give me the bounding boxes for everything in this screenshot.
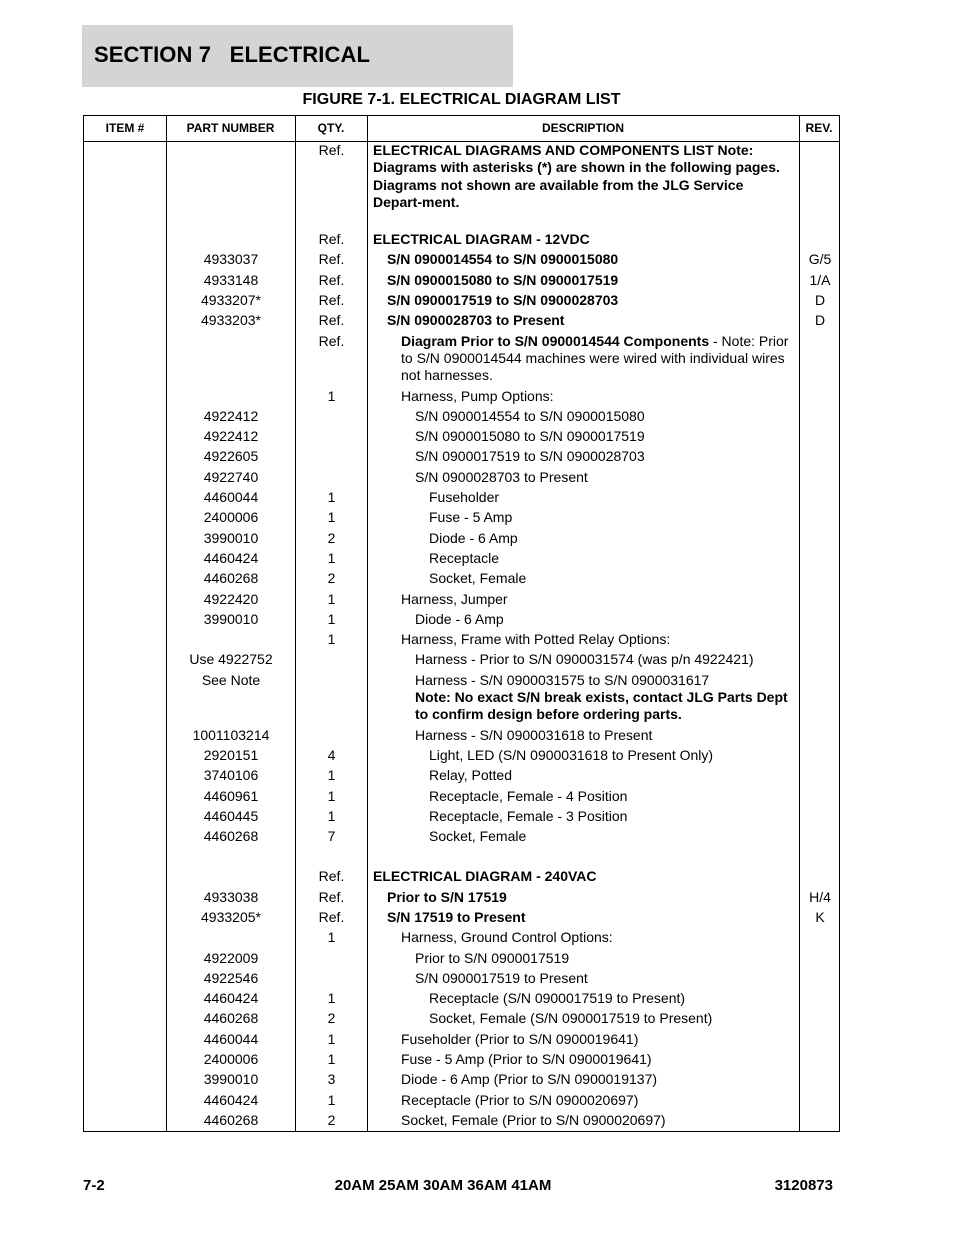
description-text: Harness - Prior to S/N 0900031574 (was p/n 4922421) (415, 651, 754, 668)
part-number-cell: 4460268 (203, 1111, 259, 1128)
description-text: Receptacle (429, 549, 500, 566)
part-number-cell: 2920151 (203, 746, 259, 763)
description-text: Fuse - 5 Amp (429, 509, 513, 526)
description-cell (401, 1092, 793, 1109)
qty-cell: 1 (327, 1030, 336, 1047)
model-list: 20AM 25AM 30AM 36AM 41AM (334, 1177, 552, 1194)
description-text: Harness, Jumper (401, 590, 508, 607)
part-number-cell: 4460268 (203, 1010, 259, 1027)
description-text: Fuseholder (Prior to S/N 0900019641) (401, 1030, 639, 1047)
table-row (84, 845, 839, 885)
table-row (84, 405, 839, 425)
table-row (84, 967, 839, 987)
description-cell (429, 828, 793, 845)
description-cell (387, 312, 793, 329)
qty-cell: 1 (327, 807, 336, 824)
table-row (84, 385, 839, 405)
header-qty: QTY. (317, 121, 345, 135)
description-text: S/N 0900017519 to S/N 0900028703 (415, 448, 645, 465)
qty-cell: 1 (327, 549, 336, 566)
table-row (84, 211, 839, 248)
qty-cell: 1 (327, 990, 336, 1007)
table-row (84, 1007, 839, 1027)
table-row (84, 466, 839, 486)
rev-cell: 1/A (809, 271, 831, 288)
page-number: 7-2 (83, 1177, 105, 1194)
description-text: ELECTRICAL DIAGRAM - 240VAC (373, 868, 597, 885)
description-text: Prior to S/N 17519 (387, 888, 507, 905)
description-cell (401, 1112, 793, 1129)
table-row (84, 289, 839, 309)
description-text: Receptacle, Female - 4 Position (429, 787, 628, 804)
table-row (84, 330, 839, 385)
description-cell (387, 889, 793, 906)
table-row (84, 1028, 839, 1048)
qty-cell: 2 (327, 1111, 336, 1128)
table-row (84, 724, 839, 744)
part-number-cell: 4933207* (201, 292, 261, 309)
table-row (84, 947, 839, 967)
table-row (84, 906, 839, 926)
part-number-cell: 4922412 (203, 428, 259, 445)
description-cell (401, 591, 793, 608)
description-cell (429, 747, 793, 764)
qty-cell: 1 (327, 590, 336, 607)
qty-cell: 3 (327, 1071, 336, 1088)
part-number-cell: 4922420 (203, 590, 259, 607)
part-number-cell: 4460445 (203, 807, 259, 824)
description-text: - Note: Prior to S/N 0900014544 machines were wired with individual wires not harnesses. (401, 332, 789, 384)
qty-cell: 2 (327, 570, 336, 587)
qty-cell: Ref. (318, 292, 345, 309)
section-header (82, 25, 513, 87)
qty-cell: 1 (327, 509, 336, 526)
description-cell (401, 1071, 793, 1088)
parts-table (83, 115, 840, 1132)
description-cell (387, 292, 793, 309)
part-number-cell: 4933148 (203, 271, 259, 288)
description-text: Diode - 6 Amp (429, 529, 518, 546)
table-row (84, 269, 839, 289)
table-row (84, 588, 839, 608)
figure-title: FIGURE 7-1. ELECTRICAL DIAGRAM LIST (302, 91, 621, 108)
description-text: Receptacle (S/N 0900017519 to Present) (429, 990, 686, 1007)
description-cell (401, 333, 793, 385)
part-number-cell: 2400006 (203, 1051, 259, 1068)
qty-cell: 1 (327, 610, 336, 627)
part-number-cell: 4933205* (201, 908, 261, 925)
description-text: S/N 0900014554 to S/N 0900015080 (387, 251, 619, 268)
qty-cell: 1 (327, 1051, 336, 1068)
description-text: Harness - S/N 0900031575 to S/N 0900031617 (415, 671, 710, 688)
description-text: Diode - 6 Amp (Prior to S/N 0900019137) (401, 1071, 658, 1088)
header-rev: REV. (805, 121, 833, 135)
rev-cell: D (814, 312, 826, 329)
table-row (84, 669, 839, 724)
qty-cell: 1 (327, 787, 336, 804)
description-cell (387, 909, 793, 926)
description-cell (415, 611, 793, 628)
part-number-cell: 4922412 (203, 407, 259, 424)
qty-cell: Ref. (318, 142, 345, 158)
description-text: S/N 0900015080 to S/N 0900017519 (415, 428, 645, 445)
table-row (84, 547, 839, 567)
part-number-cell: 4922009 (203, 949, 259, 966)
description-cell (429, 489, 793, 506)
part-number-cell: 4460044 (203, 489, 259, 506)
table-row (84, 486, 839, 506)
description-text: Harness, Pump Options: (401, 387, 554, 404)
description-cell (415, 448, 793, 465)
description-cell (429, 509, 793, 526)
table-row (84, 987, 839, 1007)
qty-cell: Ref. (318, 868, 345, 885)
description-cell (429, 530, 793, 547)
document-number: 3120873 (774, 1177, 833, 1194)
description-text: Receptacle, Female - 3 Position (429, 807, 628, 824)
table-row (84, 445, 839, 465)
rev-cell: K (815, 908, 825, 925)
description-cell (415, 970, 793, 987)
table-row (84, 527, 839, 547)
description-text: Receptacle (Prior to S/N 0900020697) (401, 1091, 639, 1108)
qty-cell: 7 (327, 828, 336, 845)
qty-cell: 2 (327, 529, 336, 546)
table-row (84, 608, 839, 628)
description-text: Fuseholder (429, 489, 500, 506)
qty-cell: 4 (327, 746, 336, 763)
part-number-cell: 4922546 (203, 969, 259, 986)
table-row (84, 825, 839, 845)
qty-cell: 1 (327, 387, 336, 404)
rev-cell: D (814, 292, 826, 309)
table-row (84, 1109, 839, 1129)
table-row (84, 744, 839, 764)
description-cell (429, 550, 793, 567)
table-row (84, 142, 839, 211)
description-cell (401, 388, 793, 405)
part-number-cell: 4460424 (203, 549, 259, 566)
table-row (84, 506, 839, 526)
part-number-cell: 3990010 (203, 1071, 259, 1088)
description-text: Harness, Ground Control Options: (401, 929, 613, 946)
part-number-cell: 3990010 (203, 529, 259, 546)
part-number-cell: See Note (201, 671, 261, 688)
part-number-cell: 4460268 (203, 828, 259, 845)
part-number-cell: 3740106 (203, 767, 259, 784)
qty-cell: Ref. (318, 908, 345, 925)
table-row (84, 425, 839, 445)
table-body (84, 142, 839, 1129)
qty-cell: 1 (327, 929, 336, 946)
table-row (84, 1068, 839, 1088)
header-description: DESCRIPTION (541, 121, 624, 135)
description-text: Harness, Frame with Potted Relay Options: (401, 631, 671, 648)
description-text: S/N 0900015080 to S/N 0900017519 (387, 271, 619, 288)
part-number-cell: Use 4922752 (189, 651, 273, 668)
header-item: ITEM # (105, 121, 145, 135)
description-cell (429, 788, 793, 805)
part-number-cell: 4460268 (203, 570, 259, 587)
description-text: S/N 0900017519 to Present (415, 969, 588, 986)
description-text: Socket, Female (429, 828, 527, 845)
table-row (84, 1048, 839, 1068)
description-note: Note: No exact S/N break exists, contact JLG Parts Dept to confirm design before ordering parts. (415, 689, 788, 723)
description-cell (415, 727, 793, 744)
description-cell (415, 672, 793, 724)
table-row (84, 567, 839, 587)
qty-cell: Ref. (318, 271, 345, 288)
description-cell (429, 990, 793, 1007)
part-number-cell: 4460424 (203, 990, 259, 1007)
part-number-cell: 4922605 (203, 448, 259, 465)
description-text: ELECTRICAL DIAGRAMS AND COMPONENTS LIST Note: Diagrams with asterisks (*) are shown in the following pages. Diagrams not shown are available from the JLG Service Depart-ment. (373, 142, 780, 210)
description-text: Socket, Female (S/N 0900017519 to Present) (429, 1010, 713, 1027)
description-text: S/N 0900014554 to S/N 0900015080 (415, 407, 645, 424)
description-cell (429, 767, 793, 784)
part-number-cell: 4933037 (203, 251, 259, 268)
part-number-cell: 4460044 (203, 1030, 259, 1047)
description-text: Relay, Potted (429, 767, 513, 784)
qty-cell: 1 (327, 767, 336, 784)
description-text: ELECTRICAL DIAGRAM - 12VDC (373, 231, 590, 248)
header-part-number: PART NUMBER (186, 121, 275, 135)
description-text: Diode - 6 Amp (415, 610, 504, 627)
table-row (84, 805, 839, 825)
qty-cell: Ref. (318, 312, 345, 329)
description-cell (415, 950, 793, 967)
description-cell (415, 651, 793, 668)
description-cell (415, 469, 793, 486)
description-cell (401, 929, 793, 946)
description-text: Harness - S/N 0900031618 to Present (415, 726, 653, 743)
description-text: Light, LED (S/N 0900031618 to Present Only) (429, 746, 714, 763)
table-row (84, 886, 839, 906)
description-cell (429, 1010, 793, 1027)
qty-cell: Ref. (318, 888, 345, 905)
description-cell (429, 808, 793, 825)
qty-cell: Ref. (318, 332, 345, 349)
description-text: Socket, Female (429, 570, 527, 587)
part-number-cell: 3990010 (203, 610, 259, 627)
description-cell (429, 570, 793, 587)
table-row (84, 309, 839, 329)
part-number-cell: 4933203* (201, 312, 261, 329)
table-row (84, 785, 839, 805)
description-cell (401, 631, 793, 648)
description-emphasis: Diagram Prior to S/N 0900014544 Components (401, 332, 710, 349)
qty-cell: 1 (327, 1091, 336, 1108)
description-cell (415, 428, 793, 445)
description-cell (401, 1051, 793, 1068)
rev-cell: H/4 (809, 888, 831, 905)
description-cell (387, 272, 793, 289)
part-number-cell: 4922740 (203, 468, 259, 485)
qty-cell: Ref. (318, 251, 345, 268)
description-cell (373, 142, 793, 211)
table-row (84, 1089, 839, 1109)
description-text: S/N 0900028703 to Present (387, 312, 565, 329)
table-row (84, 926, 839, 946)
description-text: Socket, Female (Prior to S/N 0900020697) (401, 1111, 666, 1128)
part-number-cell: 2400006 (203, 509, 259, 526)
description-text: Fuse - 5 Amp (Prior to S/N 0900019641) (401, 1051, 652, 1068)
section-title: SECTION 7 ELECTRICAL (94, 42, 370, 67)
description-text: S/N 0900028703 to Present (415, 468, 588, 485)
part-number-cell: 4460961 (203, 787, 259, 804)
qty-cell: 1 (327, 631, 336, 648)
table-row (84, 648, 839, 668)
table-row (84, 764, 839, 784)
description-cell (373, 868, 793, 885)
description-cell (415, 408, 793, 425)
part-number-cell: 1001103214 (192, 726, 270, 743)
qty-cell: Ref. (318, 231, 345, 248)
rev-cell: G/5 (808, 251, 832, 268)
part-number-cell: 4933038 (203, 888, 259, 905)
qty-cell: 2 (327, 1010, 336, 1027)
description-text: S/N 0900017519 to S/N 0900028703 (387, 292, 619, 309)
description-text: S/N 17519 to Present (387, 908, 526, 925)
description-text: Prior to S/N 0900017519 (415, 949, 570, 966)
part-number-cell: 4460424 (203, 1091, 259, 1108)
description-cell (387, 251, 793, 268)
table-row (84, 628, 839, 648)
description-cell (373, 231, 793, 248)
qty-cell: 1 (327, 489, 336, 506)
table-row (84, 248, 839, 268)
description-cell (401, 1031, 793, 1048)
